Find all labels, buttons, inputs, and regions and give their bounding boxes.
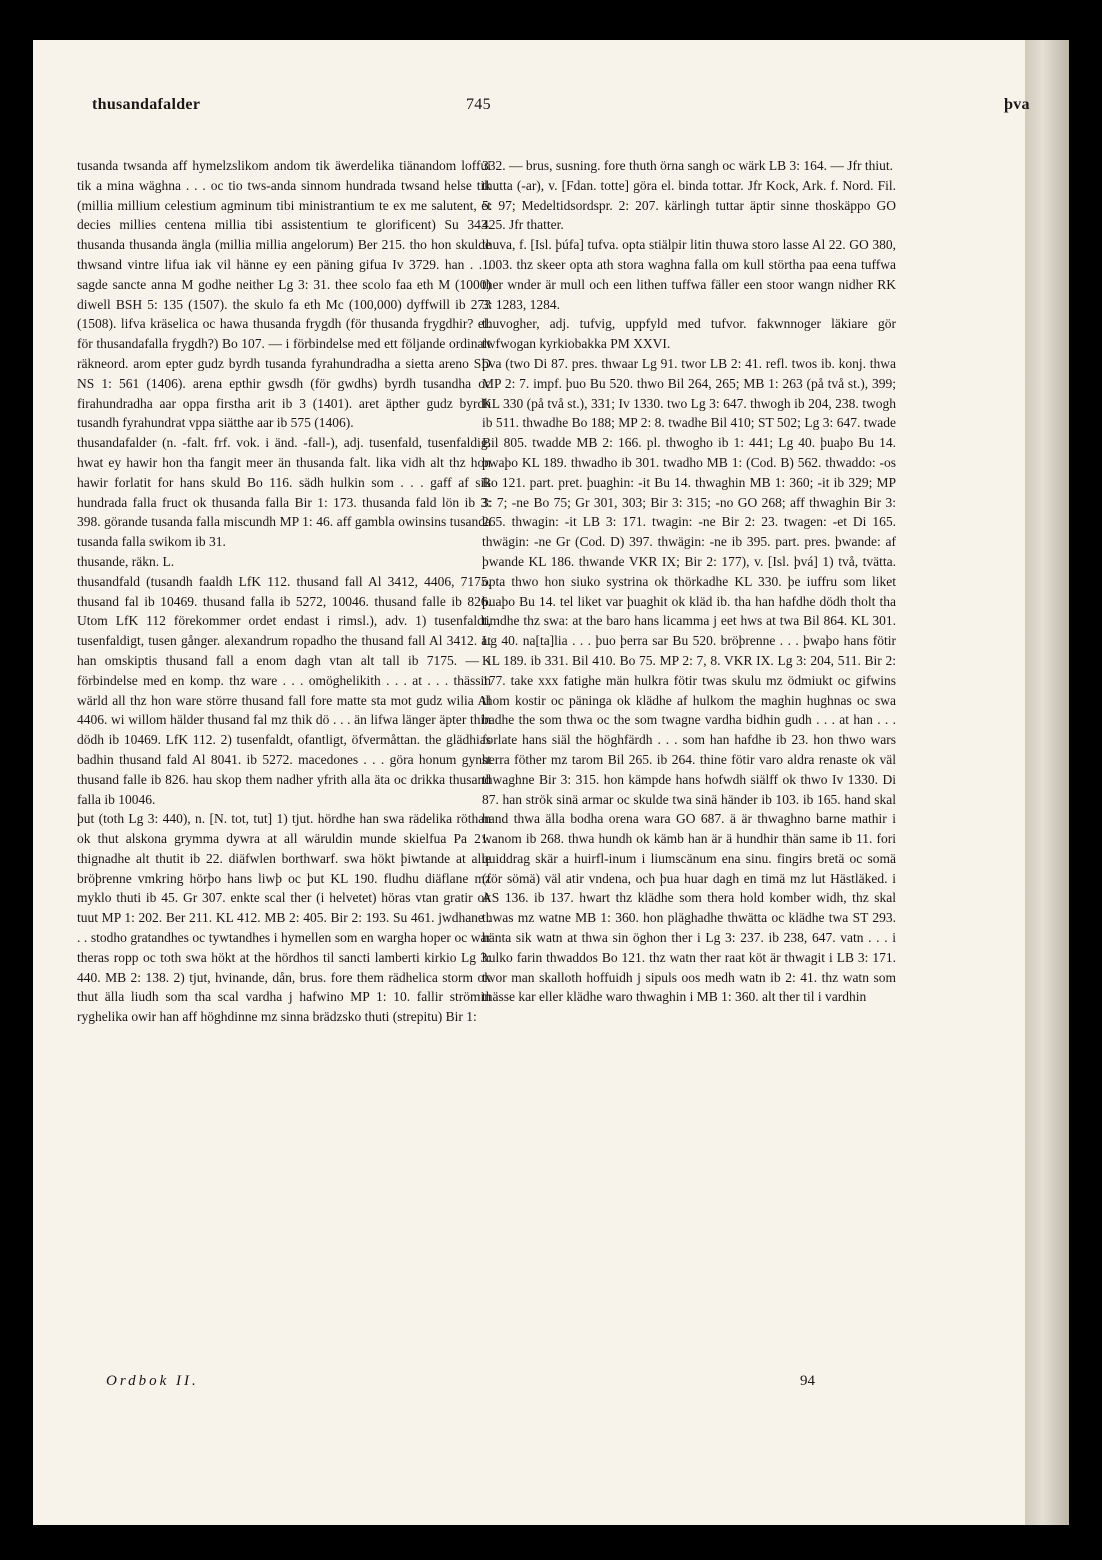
entry-paragraph: þut (toth Lg 3: 440), n. [N. tot, tut] 1) tjut. hördhe han swa rädelika röthan ok thut alskona grymma dywra at all wäruldin munde skielfua Pa 21. thignadhe alt thutit ib 22. diäfwlen borthwarf. swa hökt þiwtande at alle bröþrenne vmkring hörþo hans liwþ oc þut KL 190. fludhu diäflane mz myklo thuti ib 45. Gr 307. enkte scal ther (i helvetet) höras vtan gratir ok tuut MP 1: 202. Ber 211. KL 412. MB 2: 405. Bir 2: 193. Su 461. jwdhane . . . stodho gratandhes oc tywtandhes i hymellen som en wargha hoper oc war theras ropp oc toth swa hökt at the hördhos til sancti lamberti kirkio Lg 3: 440. MB 2: 138. 2) tjut, hvinande, dån, brus. fore them rädhelica storm ok thut älla liudh som tha scal vardha j hafwino MP 1: 10. fallir strömin ryghelika owir han aff höghdinne mz sinna brädzsko thuti (strepitu) Bir 1:: [77, 811, 491, 1025]
entry-paragraph: thuva, f. [Isl. þúfa] tufva. opta stiälpir litin thuwa storo lasse Al 22. GO 380, 1003. thz skeer opta ath stora waghna falla om kull störtha paa eena tuffwa ther wnder är mull och een lithen tuffwa fäller een stoor wangn nidher RK 3: 1283, 1284.: [482, 237, 896, 312]
entry-paragraph: thusande, räkn. L.: [77, 553, 175, 569]
entry-paragraph: tusanda twsanda aff hymelzslikom andom tik äwerdelika tiänandom loffui tik a mina wäghna . . . oc tio tws-anda sinnom hundrada twsand helse tik (millia millium celestium agminum tibi ministrantium te ex me salutent, et decies millies centena millia tibi assistentium te glorificent) Su 343. thusanda thusanda ängla (millia millia angelorum) Ber 215. tho hon skulde thwsand vintre lifua iak vil hänne ey een päning gifua Iv 3729. han . . . sagde sancte anna M godhe neither Lg 3: 31. thee scolo faa eth M (1000) diwell BSH 5: 135 (1507). the skulo fa eth Mc (100,000) dyffwill ib 273 (1508). lifva kräselica oc hawa thusanda frygdh (för thusanda frygdhir? el. för thusandafalla frygdh?) Bo 107. — i förbindelse med ett följande ordinalt räkneord. arom epter gudz byrdh tusanda fyrahundradha a sietta areno SD NS 1: 561 (1406). arena epthir gwsdh (för gwdhs) byrdh tusandha oc firahundradha aar oppa firstha arit ib 3 (1401). aret äpther gudz byrdh tusandh fyrahundrat vppa siätthe aar ib 575 (1406).: [77, 158, 491, 431]
running-head-right: þva: [1004, 96, 1030, 113]
entry-paragraph: þva (two Di 87. pres. thwaar Lg 91. twor LB 2: 41. refl. twos ib. konj. thwa MP 2: 7. impf. þuo Bu 520. thwo Bil 264, 265; MB 1: 263 (på två st.), 399; KL 330 (på två st.), 331; Iv 1330. two Lg 3: 647. thwogh ib 204, 238. twogh ib 511. thwadhe Bo 188; MP 2: 8. twadhe Bil 410; ST 502; Lg 3: 647. twade Bil 805. twadde MB 2: 166. pl. thwogho ib 1: 441; Lg 40. þuaþo Bu 14. þwaþo KL 189. thwadho ib 301. twadho MB 1: (Cod. B) 562. thwaddo: -os Bo 121. part. pret. þuaghin: -it Bu 14. thwaghin MB 1: 360; -it ib 329; MP 3: 7; -ne Bo 75; Gr 301, 303; Bir 3: 315; -no GO 268; aff thwaghin Bir 3: 265. thwagin: -it LB 3: 171. twagin: -ne Bir 2: 23. twagen: -et Di 165. thwägin: -ne Gr (Cod. D) 397. thwägin: -ne ib 395. part. pres. þwande: af þwande KL 186. thwande VKR IX; Bir 2: 177), v. [Isl. þvá] 1) två, tvätta. opta thwo hon siuko systrina ok thörkadhe KL 330. þe iuffru som liket þuaþo Bu 14. tel liket var þuaghit ok kläd ib. tha han hafdhe dödh tholt tha timdhe thz swa: at the baro hans licamma j eet hws at twa Bil 864. KL 301. Lg 40. na[ta]lia . . . þuo þerra sar Bu 520. bröþrenne . . . þwaþo hans fötir KL 189. ib 331. Bil 410. Bo 75. MP 2: 7, 8. VKR IX. Lg 3: 204, 511. Bir 2: 177. take xxx fatighe män hulkra fötir twas skulu mz ödmiukt oc gifwins thom kostir oc päninga ok klädhe af hulkom the maghin hughnas oc swa badhe the som thwa oc the som twagne vardha bidhin gudh . . . at han . . . forlate hans siäl the höghfärdh . . . som han hafdhe ib 23. hon thwo wars herra föther mz tarom Bil 265. ib 264. thine fötir varo aldra renaste ok väl thwaghne Bir 3: 315. hon kämpde hans hofwdh siälff ok thwo Iv 1330. Di 87. han strök sinä armar oc skulde twa sinä händer ib 103. ib 165. hand skal hand thwa älla bodha orena wara GO 687. ä är thwaghno barne mathir i wanom ib 268. thwa hundh ok kämb han är ä hundhir thän same ib 11. fori quiddrag skär a huirfl-inum i liumscänum ena sinu. fingirs bretä oc somä (för sömä) väl atir vndena, och þua huar dagh en timä mz lut Hästläked. i AS 136. ib 137. hwart thz klädhe som thera hold komber widh, thz skal thwas mz watne MB 1: 360. hon pläghadhe thwätta oc klädhe twa ST 293. hänta sik watn at thwa sin öghon ther i Lg 3: 237. ib 238, 647. vatn . . . i hulko farin thwaddos Bo 121. thz watn ther raat köt är thwagit i LB 3: 171. twor man skalloth hoffuidh j sipuls oos medh watn ib 2: 41. thz watn som thässe kar eller klädhe waro thwaghin i MB 1: 360. alt ther til i vardhin: [482, 355, 896, 1005]
entry-paragraph: thusandfald (tusandh faaldh LfK 112. thusand fall Al 3412, 4406, 7175. thusand fal ib 10469. thusand falla ib 5272, 10046. thusand falle ib 826. Utom LfK 112 förekommer ordet endast i rimsl.), adv. 1) tusenfaldt, tusenfaldigt, tusen gånger. alexandrum ropadho the thusand fall Al 3412. at han omskiptis thusand fall a enom dagh vtan alt tall ib 7175. — i förbindelse med en komp. thz ware . . . omöghelikith . . . at . . . thässin wärld all thz hon ware större thusand fall fore matte sta mot gudz wilia Al 4406. wi willom hälder thusand fal mz thik dö . . . än lifwa länger äpter thin dödh ib 10469. LfK 112. 2) tusenfaldt, ofantligt, öfvermåttan. the glädhias badhin thusand fald Al 8041. ib 5272. macedones . . . göra honum gynst thusand falle ib 826. hau skop them nadher yfrith alla äta oc drikka thusand falla ib 10046.: [77, 573, 491, 807]
entry-paragraph: thutta (-ar), v. [Fdan. totte] göra el. binda tottar. Jfr Kock, Ark. f. Nord. Fil. 5: 97; Medeltidsordspr. 2: 207. kärlingh tuttar äptir sinne thoskäppo GO 425. Jfr thatter.: [482, 177, 896, 233]
running-head-left: thusandafalder: [92, 96, 201, 113]
right-column: [482, 156, 896, 1007]
footer-sheet-number: 94: [800, 1373, 815, 1389]
entry-paragraph: thuvogher, adj. tufvig, uppfyld med tufvor. fakwnnoger läkiare gör twfwogan kyrkiobakka PM XXVI.: [482, 316, 896, 352]
entry-paragraph: thusandafalder (n. -falt. frf. vok. i änd. -fall-), adj. tusenfald, tusenfaldig. hwat ey hawir hon tha fangit meer än thusanda falt. lika vidh alt thz hon hawir forlatit for hans skuld Bo 116. sädh hulkin som . . . gaff af sik hundrada falla fruct ok thusanda falla Bir 1: 173. thusanda fald lön ib 3: 398. görande tusanda falla miscundh MP 1: 46. aff gambla owinsins tusanda tusanda falla swikom ib 31.: [77, 435, 491, 550]
page-number: 745: [466, 96, 491, 113]
footer-signature: Ordbok II.: [106, 1373, 199, 1389]
left-column: [77, 156, 491, 1027]
entry-paragraph: 332. — brus, susning. fore thuth örna sangh oc wärk LB 3: 164. — Jfr thiut.: [482, 158, 893, 173]
page-edge-strip: [1025, 40, 1069, 1525]
